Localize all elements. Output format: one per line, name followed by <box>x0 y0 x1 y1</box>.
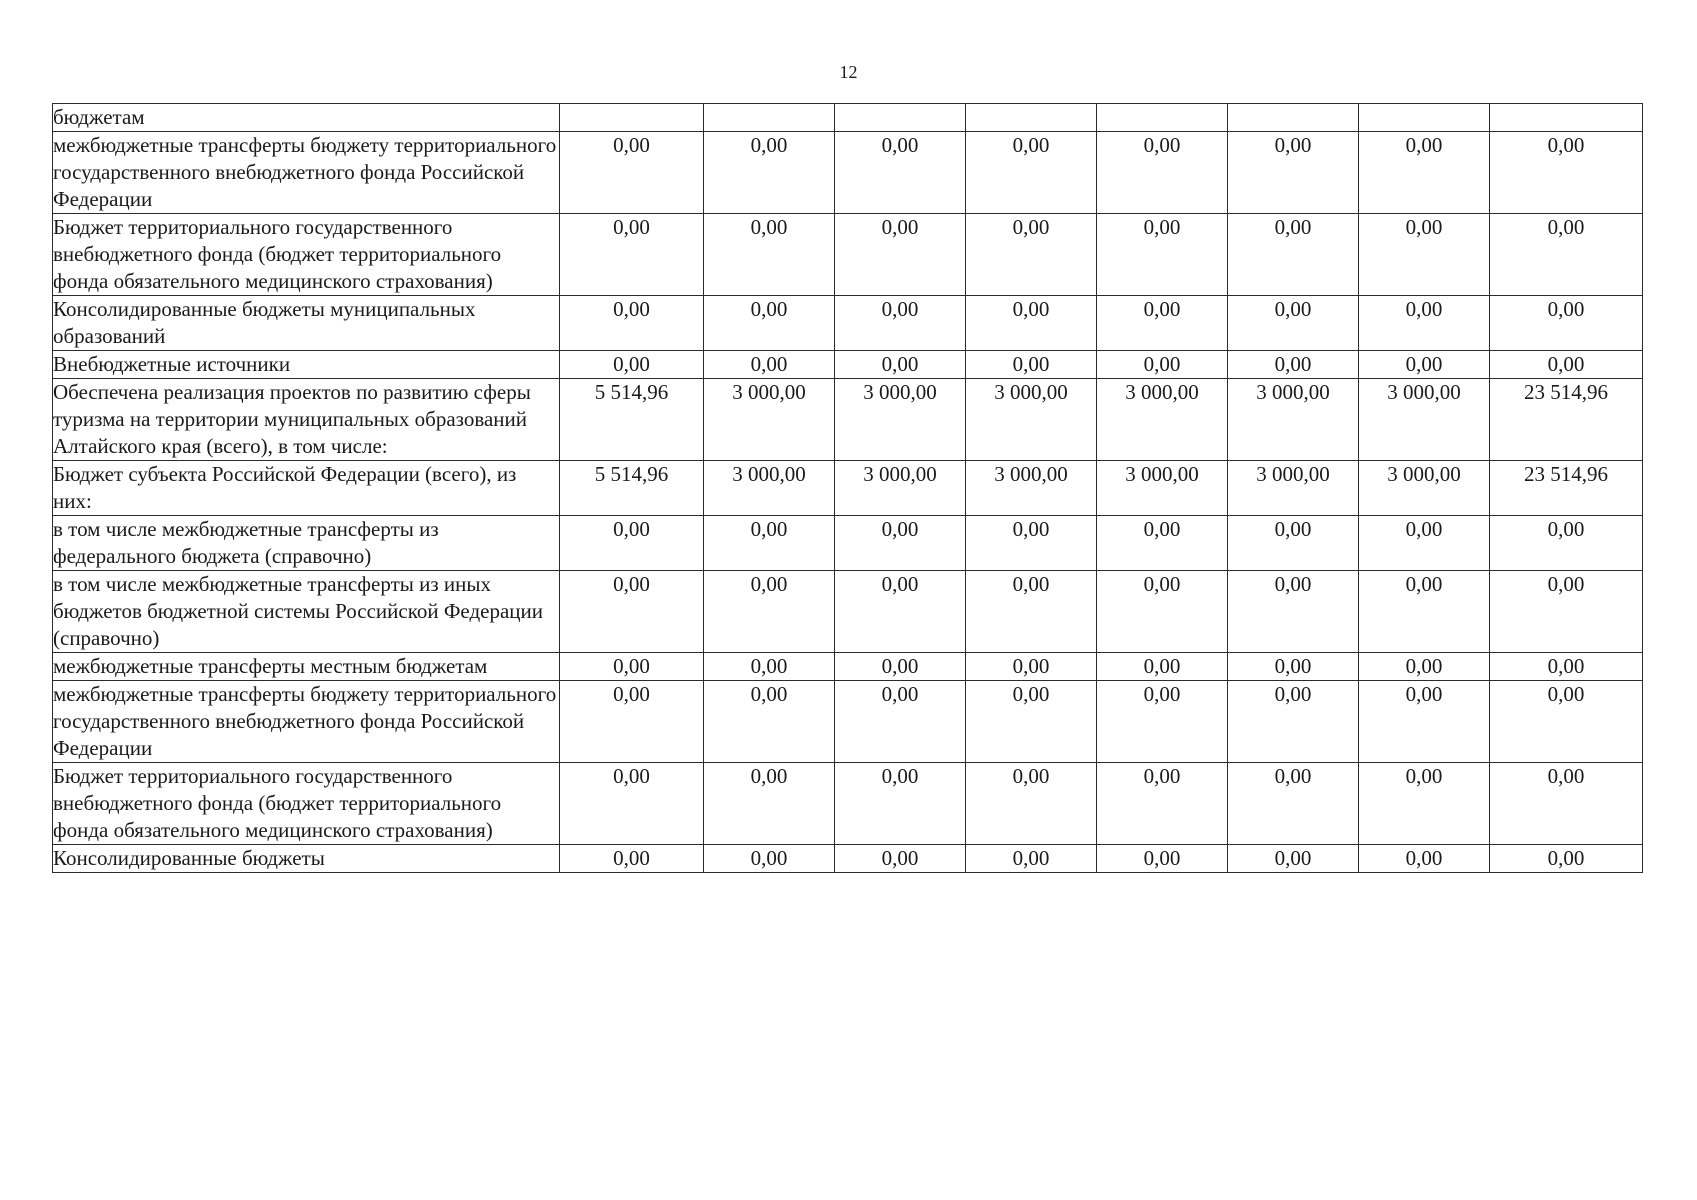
page-number: 12 <box>839 62 858 82</box>
value-cell <box>1097 104 1228 132</box>
value-cell: 0,00 <box>966 132 1097 214</box>
table-row <box>53 516 1643 571</box>
value-cell: 0,00 <box>1359 571 1490 653</box>
value-cell <box>966 104 1097 132</box>
value-cell: 0,00 <box>1359 681 1490 763</box>
value-cell: 3 000,00 <box>1359 461 1490 516</box>
table-row <box>53 296 1643 351</box>
value-cell: 3 000,00 <box>835 379 966 461</box>
value-cell: 5 514,96 <box>560 461 704 516</box>
value-cell <box>1228 104 1359 132</box>
row-label: в том числе межбюджетные трансферты из иных бюджетов бюджетной системы Российской Федерации (справочно) <box>53 571 560 653</box>
value-cell: 0,00 <box>1228 516 1359 571</box>
value-cell: 0,00 <box>1228 214 1359 296</box>
row-label: Бюджет субъекта Российской Федерации (всего), из них: <box>53 461 560 516</box>
value-cell: 0,00 <box>1359 653 1490 681</box>
value-cell: 0,00 <box>560 571 704 653</box>
row-label: Бюджет территориального государственного внебюджетного фонда (бюджет территориального фонда обязательного медицинского страхования) <box>53 763 560 845</box>
value-cell: 3 000,00 <box>704 461 835 516</box>
table-row <box>53 132 1643 214</box>
value-cell: 0,00 <box>1097 351 1228 379</box>
value-cell: 0,00 <box>560 296 704 351</box>
value-cell: 0,00 <box>835 571 966 653</box>
value-cell: 0,00 <box>1359 351 1490 379</box>
value-cell: 3 000,00 <box>1228 461 1359 516</box>
value-cell: 0,00 <box>1359 845 1490 873</box>
value-cell: 0,00 <box>1490 681 1643 763</box>
value-cell <box>1359 104 1490 132</box>
row-label: в том числе межбюджетные трансферты из федерального бюджета (справочно) <box>53 516 560 571</box>
value-cell: 0,00 <box>1359 516 1490 571</box>
value-cell: 0,00 <box>966 845 1097 873</box>
value-cell <box>1490 104 1643 132</box>
row-label: бюджетам <box>53 104 560 132</box>
table-row <box>53 681 1643 763</box>
value-cell: 0,00 <box>1097 653 1228 681</box>
value-cell: 0,00 <box>835 132 966 214</box>
value-cell: 0,00 <box>835 516 966 571</box>
value-cell: 0,00 <box>560 763 704 845</box>
value-cell: 0,00 <box>704 653 835 681</box>
value-cell: 0,00 <box>1359 132 1490 214</box>
value-cell: 3 000,00 <box>1097 379 1228 461</box>
row-label: Внебюджетные источники <box>53 351 560 379</box>
value-cell: 0,00 <box>1490 653 1643 681</box>
value-cell: 0,00 <box>1490 214 1643 296</box>
value-cell: 0,00 <box>835 653 966 681</box>
value-cell: 23 514,96 <box>1490 379 1643 461</box>
value-cell: 0,00 <box>1097 763 1228 845</box>
value-cell <box>704 104 835 132</box>
table-row <box>53 379 1643 461</box>
value-cell: 0,00 <box>704 571 835 653</box>
value-cell: 0,00 <box>1228 571 1359 653</box>
value-cell: 3 000,00 <box>1228 379 1359 461</box>
value-cell: 0,00 <box>1490 351 1643 379</box>
value-cell: 0,00 <box>966 516 1097 571</box>
table-row <box>53 763 1643 845</box>
value-cell: 3 000,00 <box>1359 379 1490 461</box>
value-cell: 0,00 <box>966 681 1097 763</box>
row-label: Консолидированные бюджеты <box>53 845 560 873</box>
row-label: Бюджет территориального государственного внебюджетного фонда (бюджет территориального фонда обязательного медицинского страхования) <box>53 214 560 296</box>
value-cell: 0,00 <box>560 653 704 681</box>
value-cell: 0,00 <box>704 351 835 379</box>
value-cell: 0,00 <box>1490 296 1643 351</box>
value-cell: 0,00 <box>1359 296 1490 351</box>
value-cell: 0,00 <box>1490 763 1643 845</box>
value-cell: 0,00 <box>560 351 704 379</box>
value-cell: 0,00 <box>704 763 835 845</box>
value-cell: 0,00 <box>1228 681 1359 763</box>
value-cell: 0,00 <box>1228 351 1359 379</box>
value-cell: 0,00 <box>704 214 835 296</box>
value-cell: 0,00 <box>966 351 1097 379</box>
value-cell: 0,00 <box>1359 763 1490 845</box>
value-cell: 0,00 <box>1228 845 1359 873</box>
value-cell: 0,00 <box>1097 296 1228 351</box>
value-cell: 0,00 <box>835 681 966 763</box>
table-row <box>53 351 1643 379</box>
value-cell: 0,00 <box>1490 571 1643 653</box>
value-cell: 0,00 <box>1228 653 1359 681</box>
value-cell: 0,00 <box>1228 763 1359 845</box>
value-cell: 0,00 <box>1490 845 1643 873</box>
value-cell: 0,00 <box>560 845 704 873</box>
value-cell: 0,00 <box>1097 845 1228 873</box>
value-cell: 0,00 <box>1359 214 1490 296</box>
value-cell: 23 514,96 <box>1490 461 1643 516</box>
value-cell: 0,00 <box>704 681 835 763</box>
table-row <box>53 461 1643 516</box>
value-cell: 0,00 <box>560 214 704 296</box>
value-cell: 0,00 <box>1097 132 1228 214</box>
value-cell: 0,00 <box>966 653 1097 681</box>
value-cell: 0,00 <box>560 681 704 763</box>
value-cell: 3 000,00 <box>966 461 1097 516</box>
value-cell: 3 000,00 <box>704 379 835 461</box>
value-cell: 0,00 <box>1097 571 1228 653</box>
value-cell: 0,00 <box>966 214 1097 296</box>
value-cell <box>560 104 704 132</box>
value-cell: 0,00 <box>835 845 966 873</box>
value-cell: 0,00 <box>704 132 835 214</box>
value-cell: 0,00 <box>1490 132 1643 214</box>
table-row <box>53 845 1643 873</box>
value-cell: 0,00 <box>1228 296 1359 351</box>
table-row <box>53 571 1643 653</box>
value-cell: 0,00 <box>1097 214 1228 296</box>
row-label: межбюджетные трансферты бюджету территориального государственного внебюджетного фонда Российской Федерации <box>53 132 560 214</box>
value-cell: 3 000,00 <box>1097 461 1228 516</box>
value-cell: 0,00 <box>966 571 1097 653</box>
value-cell: 0,00 <box>560 132 704 214</box>
table-row <box>53 104 1643 132</box>
value-cell: 0,00 <box>704 516 835 571</box>
value-cell: 0,00 <box>835 351 966 379</box>
value-cell: 0,00 <box>704 296 835 351</box>
row-label: межбюджетные трансферты местным бюджетам <box>53 653 560 681</box>
row-label: Консолидированные бюджеты муниципальных образований <box>53 296 560 351</box>
value-cell: 3 000,00 <box>835 461 966 516</box>
value-cell: 0,00 <box>1490 516 1643 571</box>
value-cell: 0,00 <box>835 296 966 351</box>
value-cell: 3 000,00 <box>966 379 1097 461</box>
value-cell: 5 514,96 <box>560 379 704 461</box>
row-label: Обеспечена реализация проектов по развитию сферы туризма на территории муниципальных образований Алтайского края (всего), в том числе: <box>53 379 560 461</box>
value-cell: 0,00 <box>1097 681 1228 763</box>
value-cell <box>835 104 966 132</box>
row-label: межбюджетные трансферты бюджету территориального государственного внебюджетного фонда Российской Федерации <box>53 681 560 763</box>
value-cell: 0,00 <box>1097 516 1228 571</box>
value-cell: 0,00 <box>966 296 1097 351</box>
table-row <box>53 653 1643 681</box>
budget-table <box>52 103 1643 873</box>
value-cell: 0,00 <box>835 214 966 296</box>
value-cell: 0,00 <box>1228 132 1359 214</box>
table-row <box>53 214 1643 296</box>
value-cell: 0,00 <box>560 516 704 571</box>
value-cell: 0,00 <box>835 763 966 845</box>
value-cell: 0,00 <box>966 763 1097 845</box>
value-cell: 0,00 <box>704 845 835 873</box>
